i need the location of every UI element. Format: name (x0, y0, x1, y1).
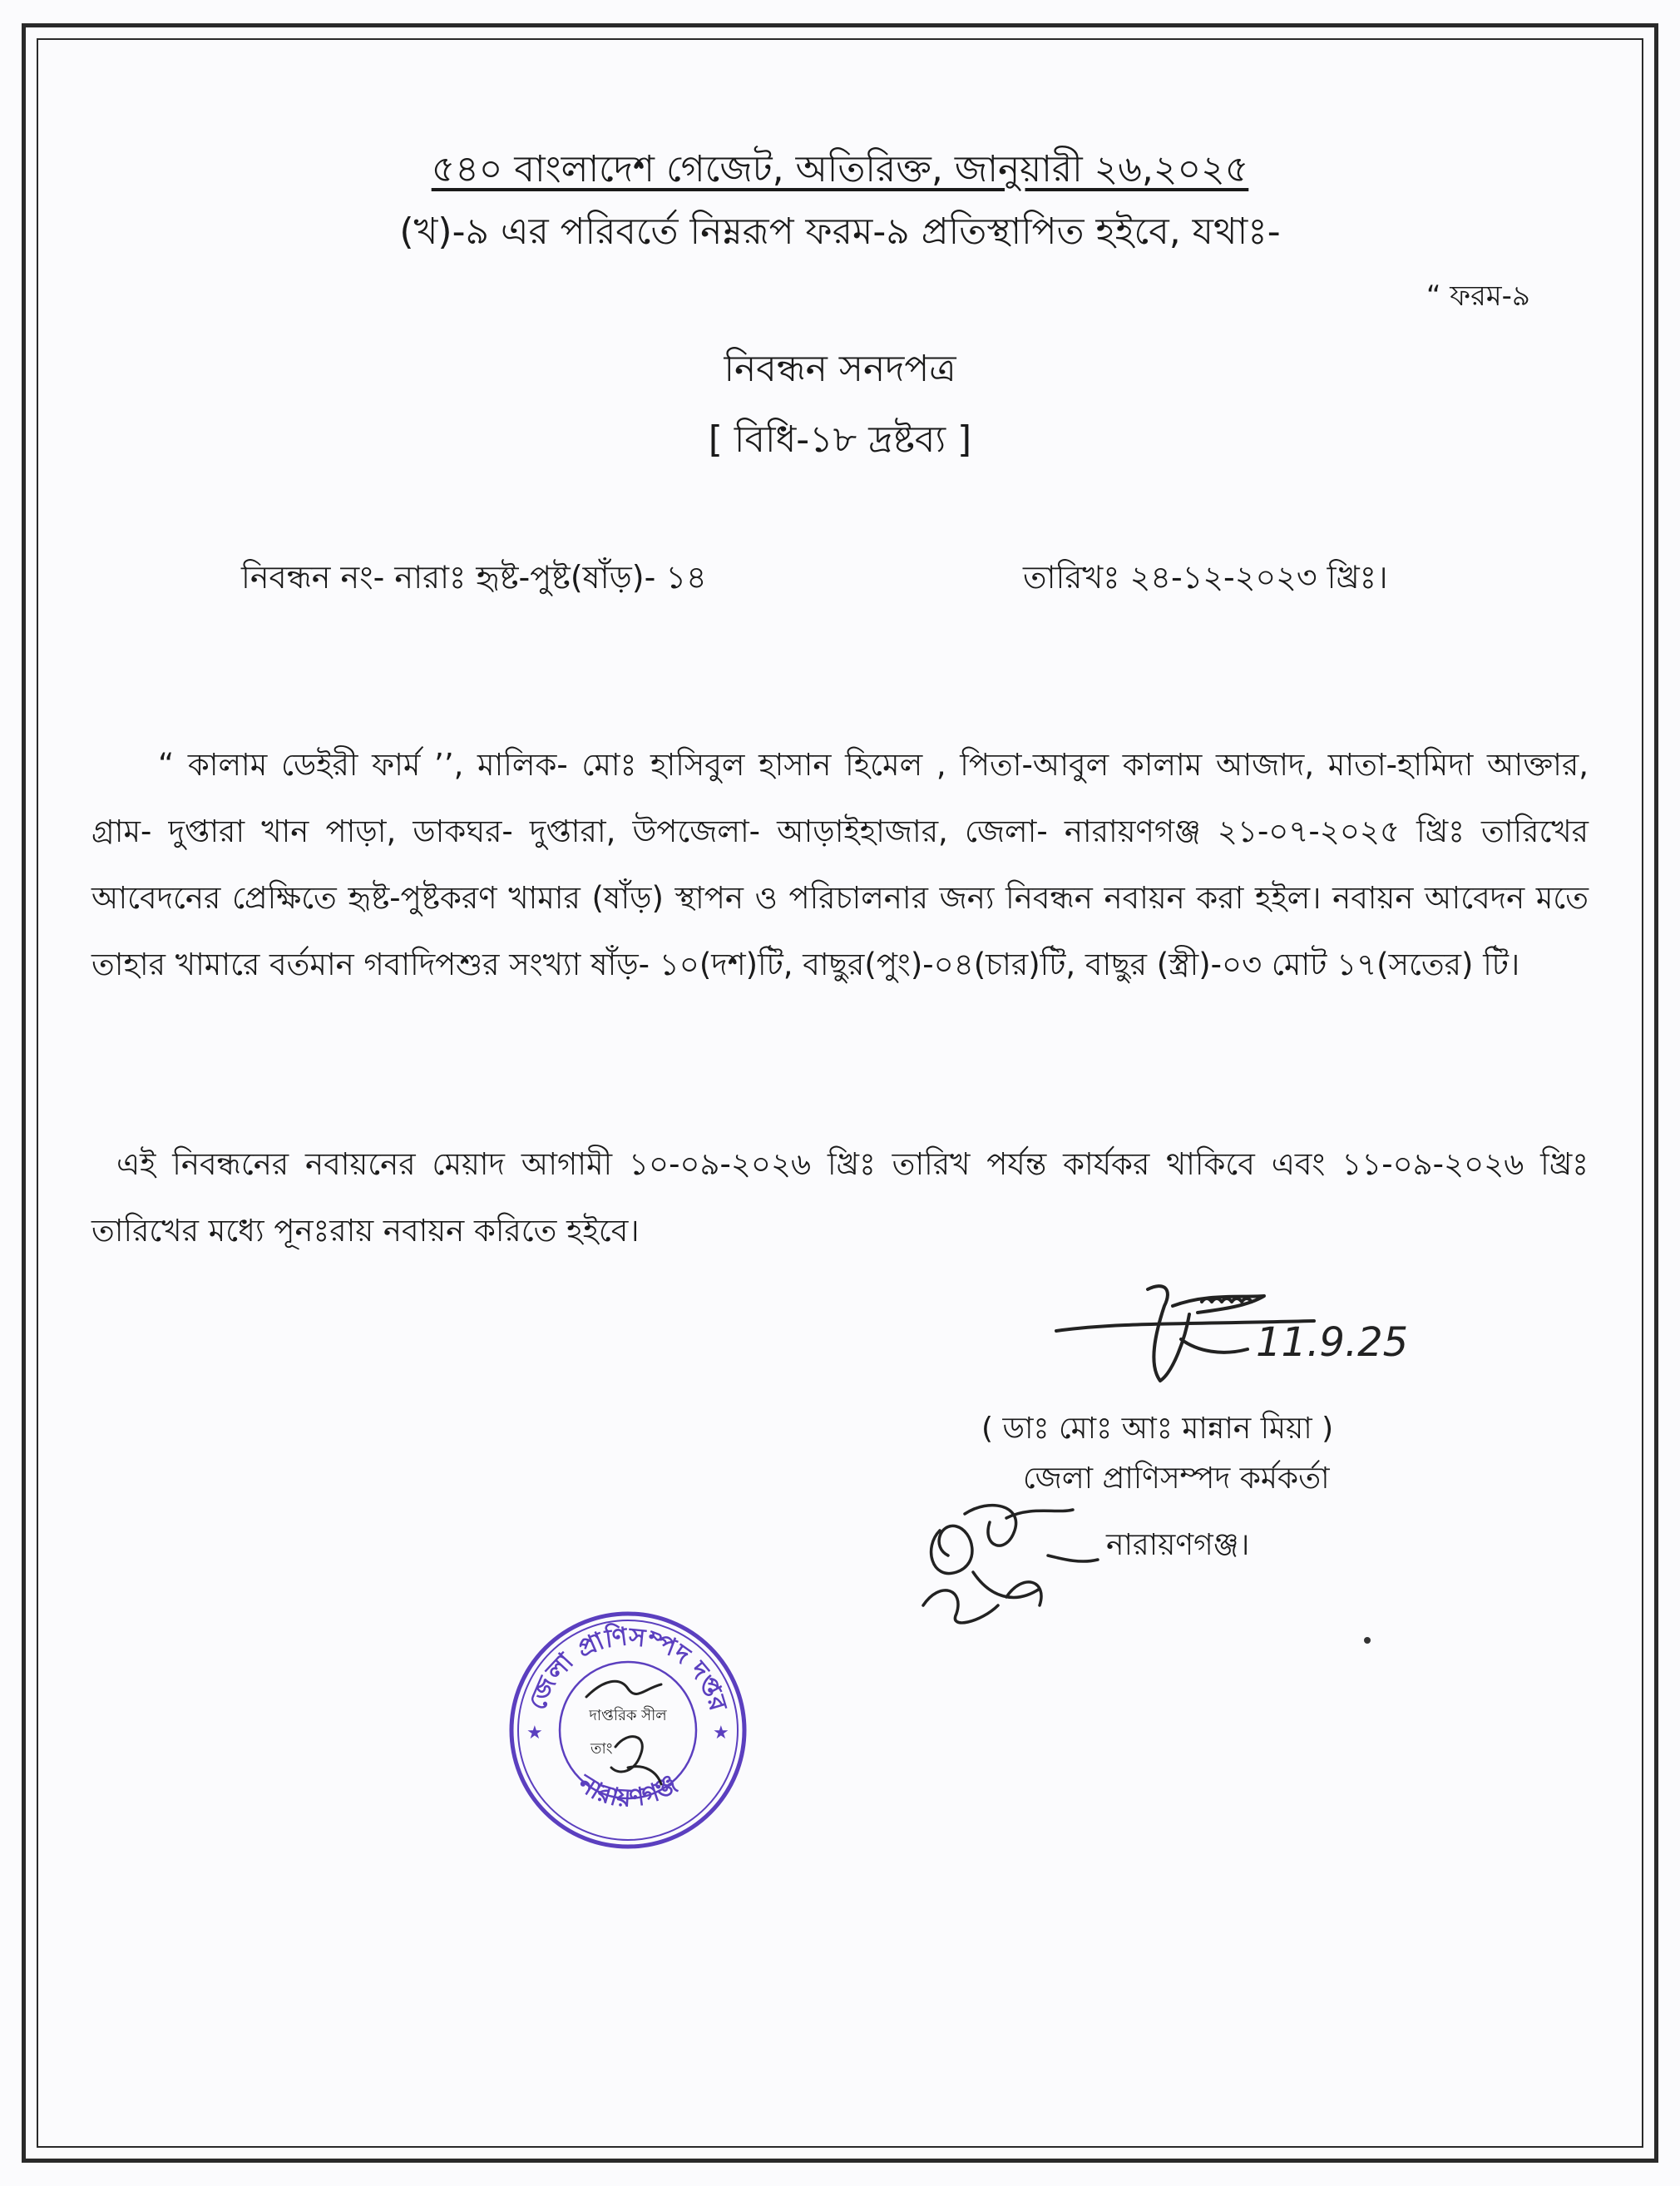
officer-office: নারায়ণগঞ্জ। (1106, 1528, 1250, 1562)
seal-star-right-icon: ★ (713, 1723, 729, 1743)
official-seal (503, 1605, 753, 1855)
svg-text:জেলা প্রাণিসম্পদ দপ্তর (523, 1620, 733, 1715)
officer-name: ( ডাঃ মোঃ আঃ মান্নান মিয়া ) (981, 1412, 1334, 1446)
certificate-title: নিবন্ধন সনদপত্র (724, 348, 956, 390)
substitution-line: (খ)-৯ এর পরিবর্তে নিম্নরূপ ফরম-৯ প্রতিস্থাপিত হইবে, যথাঃ- (399, 210, 1281, 253)
seal-top-text: জেলা প্রাণিসম্পদ দপ্তর (522, 1622, 733, 1714)
initials-signature (907, 1481, 1106, 1639)
seal-inner-label: দাপ্তরিক সীল (589, 1707, 667, 1724)
registration-number: নিবন্ধন নং- নারাঃ হৃষ্ট-পুষ্ট(ষাঁড়)- ১৪ (241, 559, 707, 596)
seal-inner-date-label: তাং (590, 1740, 613, 1758)
seal-bottom-text: নারায়ণগঞ্জ (573, 1768, 683, 1813)
gazette-header: ৫৪০ বাংলাদেশ গেজেট, অতিরিক্ত, জানুয়ারী ২৬,২০২৫ (431, 148, 1249, 190)
rule-reference: [ বিধি-১৮ দ্রষ্টব্য ] (708, 418, 972, 461)
body-paragraph-2: এই নিবন্ধনের নবায়নের মেয়াদ আগামী ১০-০৯-২০২৬ খ্রিঃ তারিখ পর্যন্ত কার্যকর থাকিবে এবং ১১-০৯-২০২৬ খ্রিঃ তারিখের মধ্যে পূনঃরায় নবায়ন করিতে হইবে। (91, 1146, 1589, 1249)
officer-designation: জেলা প্রাণিসম্পদ কর্মকর্তা (1023, 1461, 1330, 1496)
ink-dot (1364, 1637, 1371, 1644)
registration-date: তারিখঃ ২৪-১২-২০২৩ খ্রিঃ। (1023, 559, 1388, 596)
body-paragraph-1: “ কালাম ডেইরী ফার্ম ’’, মালিক- মোঃ হাসিবুল হাসান হিমেল , পিতা-আবুল কালাম আজাদ, মাতা-হামিদা আক্তার, গ্রাম- দুপ্তারা খান পাড়া, ডাকঘর- দুপ্তারা, উপজেলা- আড়াইহাজার, জেলা- নারায়ণগঞ্জ ২১-০৭-২০২৫ খ্রিঃ তারিখের আবেদনের প্রেক্ষিতে হৃষ্ট-পুষ্টকরণ খামার (ষাঁড়) স্থাপন ও পরিচালনার জন্য নিবন্ধন নবায়ন করা হইল। নবায়ন আবেদন মতে তাহার খামারে বর্তমান গবাদিপশুর সংখ্যা ষাঁড়- ১০(দশ)টি, বাছুর(পুং)-০৪(চার)টি, বাছুর (স্ত্রী)-০৩ মোট ১৭(সতের) টি। (91, 747, 1589, 982)
signature-date: 11.9.25 (1256, 1319, 1409, 1366)
seal-star-left-icon: ★ (526, 1723, 543, 1743)
svg-text:নারায়ণগঞ্জ (572, 1768, 683, 1813)
signature-image (1048, 1273, 1447, 1406)
form-label: “ ফরম-৯ (1426, 279, 1530, 313)
